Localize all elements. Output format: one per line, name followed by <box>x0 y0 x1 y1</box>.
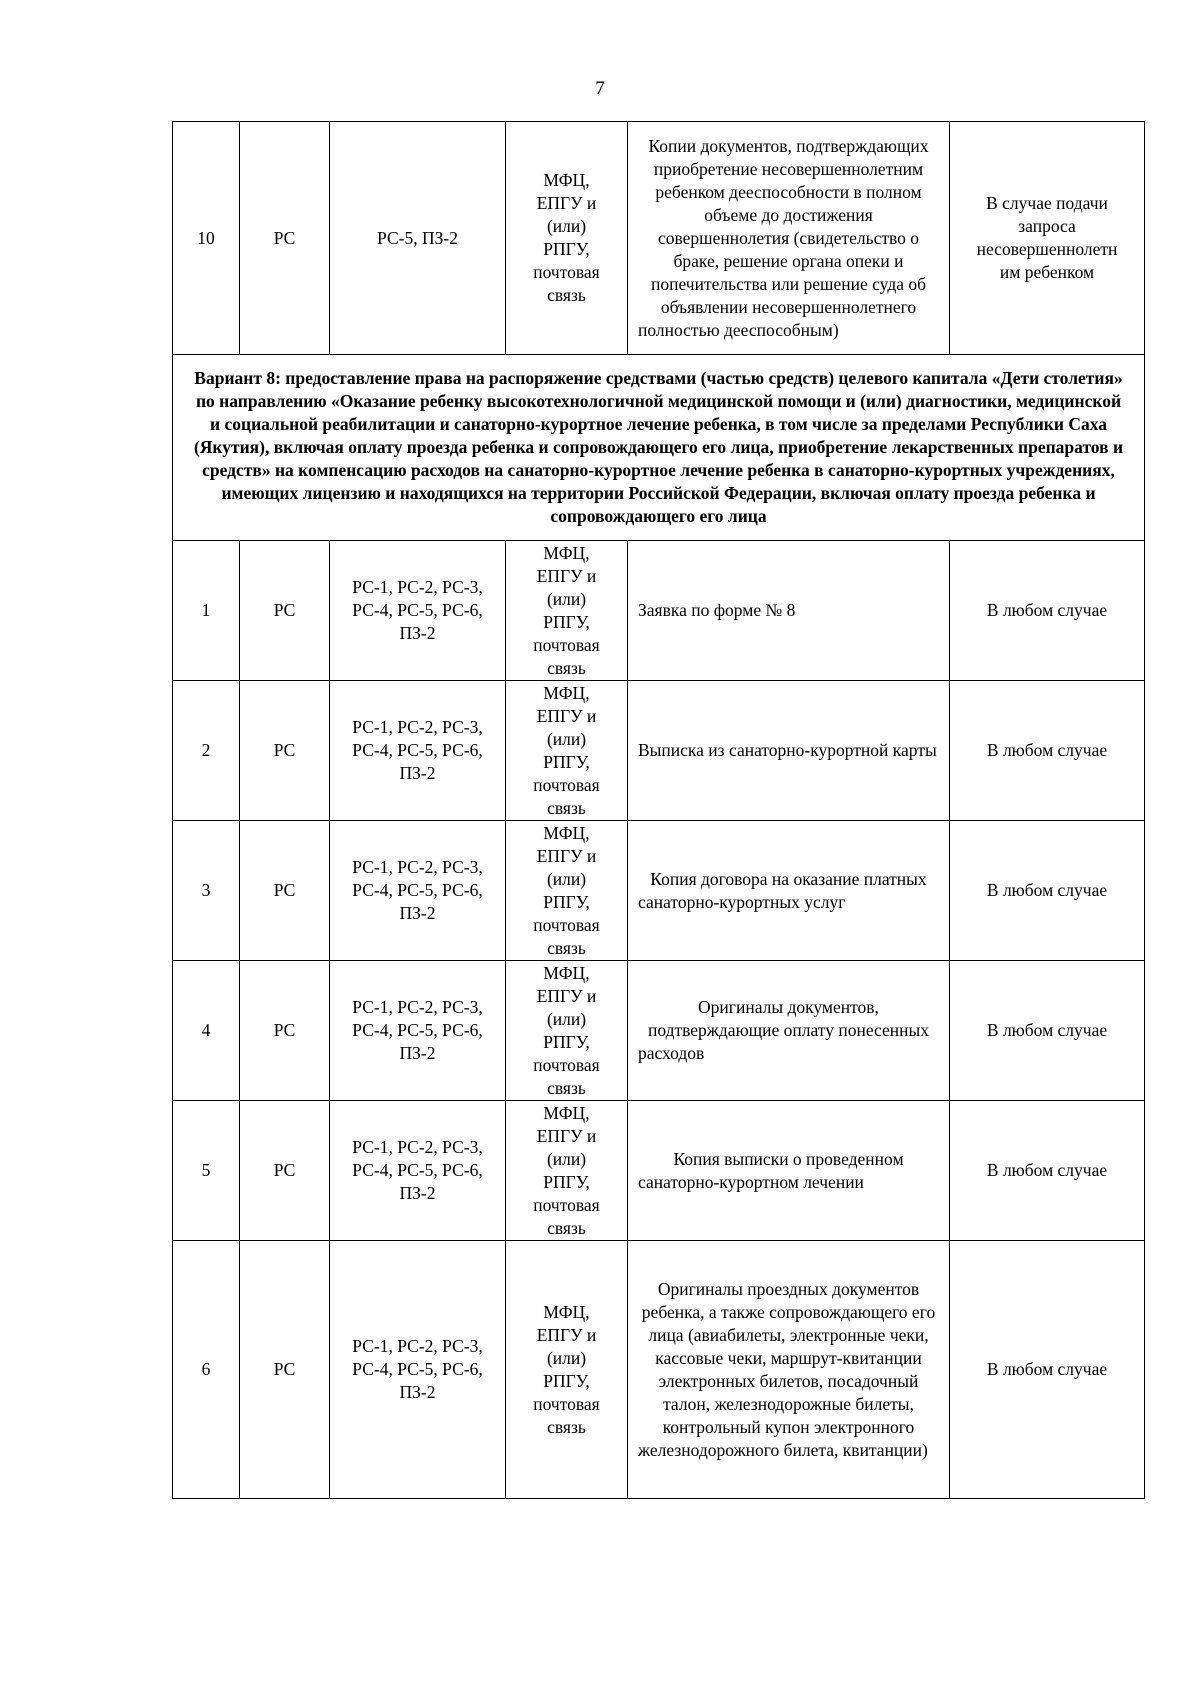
channel-line: связь <box>547 657 586 678</box>
row-type: РС <box>240 961 330 1101</box>
channel-line: ЕПГУ и <box>536 845 597 866</box>
channel-line: почтовая <box>533 1194 600 1215</box>
row-type: РС <box>240 122 330 355</box>
channel-line: почтовая <box>533 774 600 795</box>
codes-line: ПЗ-2 <box>399 623 436 643</box>
codes-line: РС-4, РС-5, РС-6, <box>352 1160 483 1180</box>
codes-line: ПЗ-2 <box>399 763 436 783</box>
channel-line: РПГУ, <box>543 239 590 259</box>
condition-line: В случае подачи <box>986 193 1108 213</box>
channel-line: ЕПГУ и <box>536 193 597 213</box>
table-row <box>173 541 1145 681</box>
table-row <box>173 681 1145 821</box>
row-condition: В любом случае <box>950 1241 1145 1499</box>
channel-line: (или) <box>546 1347 587 1368</box>
channel-line: (или) <box>546 868 587 889</box>
row-channels <box>506 122 628 355</box>
row-channels <box>506 1101 628 1241</box>
row-codes <box>330 961 506 1101</box>
row-number: 5 <box>173 1101 240 1241</box>
channel-line: МФЦ, <box>543 822 590 843</box>
channel-line: связь <box>547 285 586 305</box>
channel-line: ЕПГУ и <box>536 565 597 586</box>
row-number: 2 <box>173 681 240 821</box>
table-row <box>173 961 1145 1101</box>
channel-line: почтовая <box>533 262 600 282</box>
rows-after <box>173 541 1145 1499</box>
channel-line: МФЦ, <box>543 170 590 190</box>
channel-line: МФЦ, <box>543 542 590 563</box>
row-document: Копии документов, подтверждающих приобретение несовершеннолетним ребенком дееспособности в полном объеме до достижения совершеннолетия (свидетельство о браке, решение органа опеки и попечительства или решение суда об объявлении несовершеннолетнего полностью дееспособным) <box>628 122 950 355</box>
row-codes: РС-5, ПЗ-2 <box>330 122 506 355</box>
condition-line: запроса <box>1018 216 1076 236</box>
codes-line: РС-1, РС-2, РС-3, <box>352 997 483 1017</box>
codes-line: РС-4, РС-5, РС-6, <box>352 740 483 760</box>
condition-line: несовершеннолетн <box>976 239 1118 259</box>
row-document: Копия выписки о проведенном санаторно-курортном лечении <box>628 1101 950 1241</box>
row-document: Оригиналы проездных документов ребенка, а также сопровождающего его лица (авиабилеты, электронные чеки, кассовые чеки, маршрут-квитанции электронных билетов, посадочный талон, железнодорожные билеты, контрольный купон электронного железнодорожного билета, квитанции) <box>628 1241 950 1499</box>
codes-line: ПЗ-2 <box>399 1043 436 1063</box>
table-row <box>173 821 1145 961</box>
channel-line: (или) <box>546 728 587 749</box>
channel-line: связь <box>547 937 586 958</box>
channel-line: МФЦ, <box>543 962 590 983</box>
table-row <box>173 122 1145 355</box>
row-type: РС <box>240 821 330 961</box>
row-number: 1 <box>173 541 240 681</box>
channel-line: связь <box>547 1077 586 1098</box>
codes-line: РС-4, РС-5, РС-6, <box>352 1359 483 1379</box>
row-document: Оригиналы документов, подтверждающие оплату понесенных расходов <box>628 961 950 1101</box>
channel-line: МФЦ, <box>543 1102 590 1123</box>
channel-line: РПГУ, <box>543 1171 590 1192</box>
channel-line: связь <box>547 1217 586 1238</box>
channel-line: РПГУ, <box>543 1370 590 1391</box>
row-channels <box>506 821 628 961</box>
codes-line: РС-4, РС-5, РС-6, <box>352 600 483 620</box>
codes-line: РС-1, РС-2, РС-3, <box>352 577 483 597</box>
codes-line: ПЗ-2 <box>399 1382 436 1402</box>
row-channels <box>506 541 628 681</box>
codes-line: ПЗ-2 <box>399 1183 436 1203</box>
row-type: РС <box>240 1241 330 1499</box>
table-row <box>173 1241 1145 1499</box>
row-document: Заявка по форме № 8 <box>628 541 950 681</box>
row-condition: В любом случае <box>950 681 1145 821</box>
row-channels <box>506 681 628 821</box>
codes-line: РС-1, РС-2, РС-3, <box>352 857 483 877</box>
row-document: Копия договора на оказание платных санаторно-курортных услуг <box>628 821 950 961</box>
row-codes <box>330 681 506 821</box>
channel-line: почтовая <box>533 1393 600 1414</box>
channel-line: почтовая <box>533 1054 600 1075</box>
channel-line: (или) <box>546 1008 587 1029</box>
channel-line: связь <box>547 797 586 818</box>
row-codes <box>330 541 506 681</box>
codes-line: РС-1, РС-2, РС-3, <box>352 717 483 737</box>
row-document: Выписка из санаторно-курортной карты <box>628 681 950 821</box>
codes-line: РС-1, РС-2, РС-3, <box>352 1137 483 1157</box>
row-channels <box>506 961 628 1101</box>
row-number: 10 <box>173 122 240 355</box>
variant-header: Вариант 8: предоставление права на распоряжение средствами (частью средств) целевого капитала «Дети столетия» по направлению «Оказание ребенку высокотехнологичной медицинской помощи и (или) диагностики, медицинской и социальной реабилитации и санаторно-курортное лечение ребенка, в том числе за пределами Республики Саха (Якутия), включая оплату проезда ребенка и сопровождающего его лица, приобретение лекарственных препаратов и средств» на компенсацию расходов на санаторно-курортное лечение ребенка в санаторно-курортных учреждениях, имеющих лицензию и находящихся на территории Российской Федерации, включая оплату проезда ребенка и сопровождающего его лица <box>173 355 1145 541</box>
row-type: РС <box>240 681 330 821</box>
channel-line: (или) <box>546 216 587 236</box>
channel-line: МФЦ, <box>543 682 590 703</box>
table-row <box>173 1101 1145 1241</box>
row-number: 3 <box>173 821 240 961</box>
codes-line: РС-4, РС-5, РС-6, <box>352 880 483 900</box>
codes-line: РС-4, РС-5, РС-6, <box>352 1020 483 1040</box>
channel-line: ЕПГУ и <box>536 985 597 1006</box>
codes-line: ПЗ-2 <box>399 903 436 923</box>
channel-line: (или) <box>546 1148 587 1169</box>
channel-line: РПГУ, <box>543 891 590 912</box>
row-codes <box>330 1101 506 1241</box>
row-number: 4 <box>173 961 240 1101</box>
channel-line: МФЦ, <box>543 1301 590 1322</box>
row-channels <box>506 1241 628 1499</box>
row-condition <box>950 122 1145 355</box>
channel-line: ЕПГУ и <box>536 1125 597 1146</box>
codes-line: РС-1, РС-2, РС-3, <box>352 1336 483 1356</box>
channel-line: почтовая <box>533 914 600 935</box>
channel-line: ЕПГУ и <box>536 705 597 726</box>
channel-line: РПГУ, <box>543 611 590 632</box>
row-codes <box>330 1241 506 1499</box>
row-condition: В любом случае <box>950 541 1145 681</box>
row-type: РС <box>240 1101 330 1241</box>
channel-line: связь <box>547 1416 586 1437</box>
condition-line: им ребенком <box>999 262 1095 282</box>
row-type: РС <box>240 541 330 681</box>
channel-line: РПГУ, <box>543 751 590 772</box>
documents-table <box>172 121 1145 1499</box>
row-codes <box>330 821 506 961</box>
channel-line: (или) <box>546 588 587 609</box>
row-number: 6 <box>173 1241 240 1499</box>
channel-line: почтовая <box>533 634 600 655</box>
channel-line: РПГУ, <box>543 1031 590 1052</box>
page-number: 7 <box>595 78 605 99</box>
channel-line: ЕПГУ и <box>536 1324 597 1345</box>
variant-header-row <box>173 355 1145 541</box>
row-condition: В любом случае <box>950 961 1145 1101</box>
row-condition: В любом случае <box>950 821 1145 961</box>
row-condition: В любом случае <box>950 1101 1145 1241</box>
